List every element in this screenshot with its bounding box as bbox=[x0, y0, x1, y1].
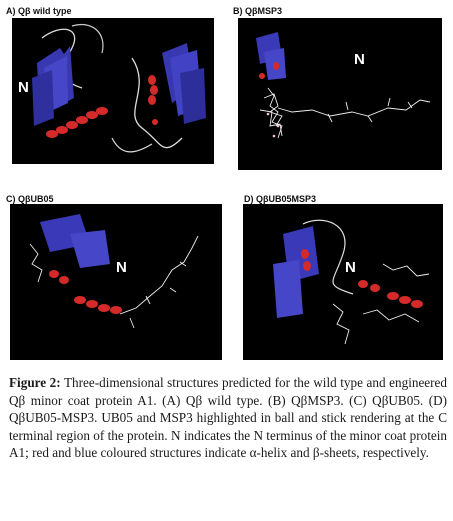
panel-b-n-terminus-label: N bbox=[354, 51, 365, 68]
panel-b-structure-image bbox=[238, 18, 442, 170]
panel-a-label: A) Qβ wild type bbox=[6, 6, 72, 16]
panel-d-n-terminus-label: N bbox=[345, 259, 356, 276]
panel-d-label: D) QβUB05MSP3 bbox=[244, 194, 317, 204]
panel-b-label: B) QβMSP3 bbox=[233, 6, 282, 16]
panel-d-structure-image bbox=[243, 204, 443, 360]
panel-a-structure-image bbox=[12, 18, 214, 164]
panel-c-n-terminus-label: N bbox=[116, 259, 127, 276]
panel-a-n-terminus-label: N bbox=[18, 79, 29, 96]
panel-c-label: C) QβUB05 bbox=[6, 194, 54, 204]
caption-lead: Figure 2: bbox=[9, 375, 61, 390]
panel-c-structure-image bbox=[10, 204, 222, 360]
figure-caption bbox=[9, 374, 447, 462]
caption-text: Three-dimensional structures predicted for the wild type and engineered Qβ minor coat protein A1. (A) Qβ wild type. (B) QβMSP3. (C) QβUB05. (D) QβUB05-MSP3. UB05 and MSP3 highlighted in ball and stick rendering at the C terminal region of the protein. N indicates the N terminus of the minor coat protein A1; red and blue coloured structures indicate α-helix and β-sheets, respectively. bbox=[9, 375, 447, 461]
